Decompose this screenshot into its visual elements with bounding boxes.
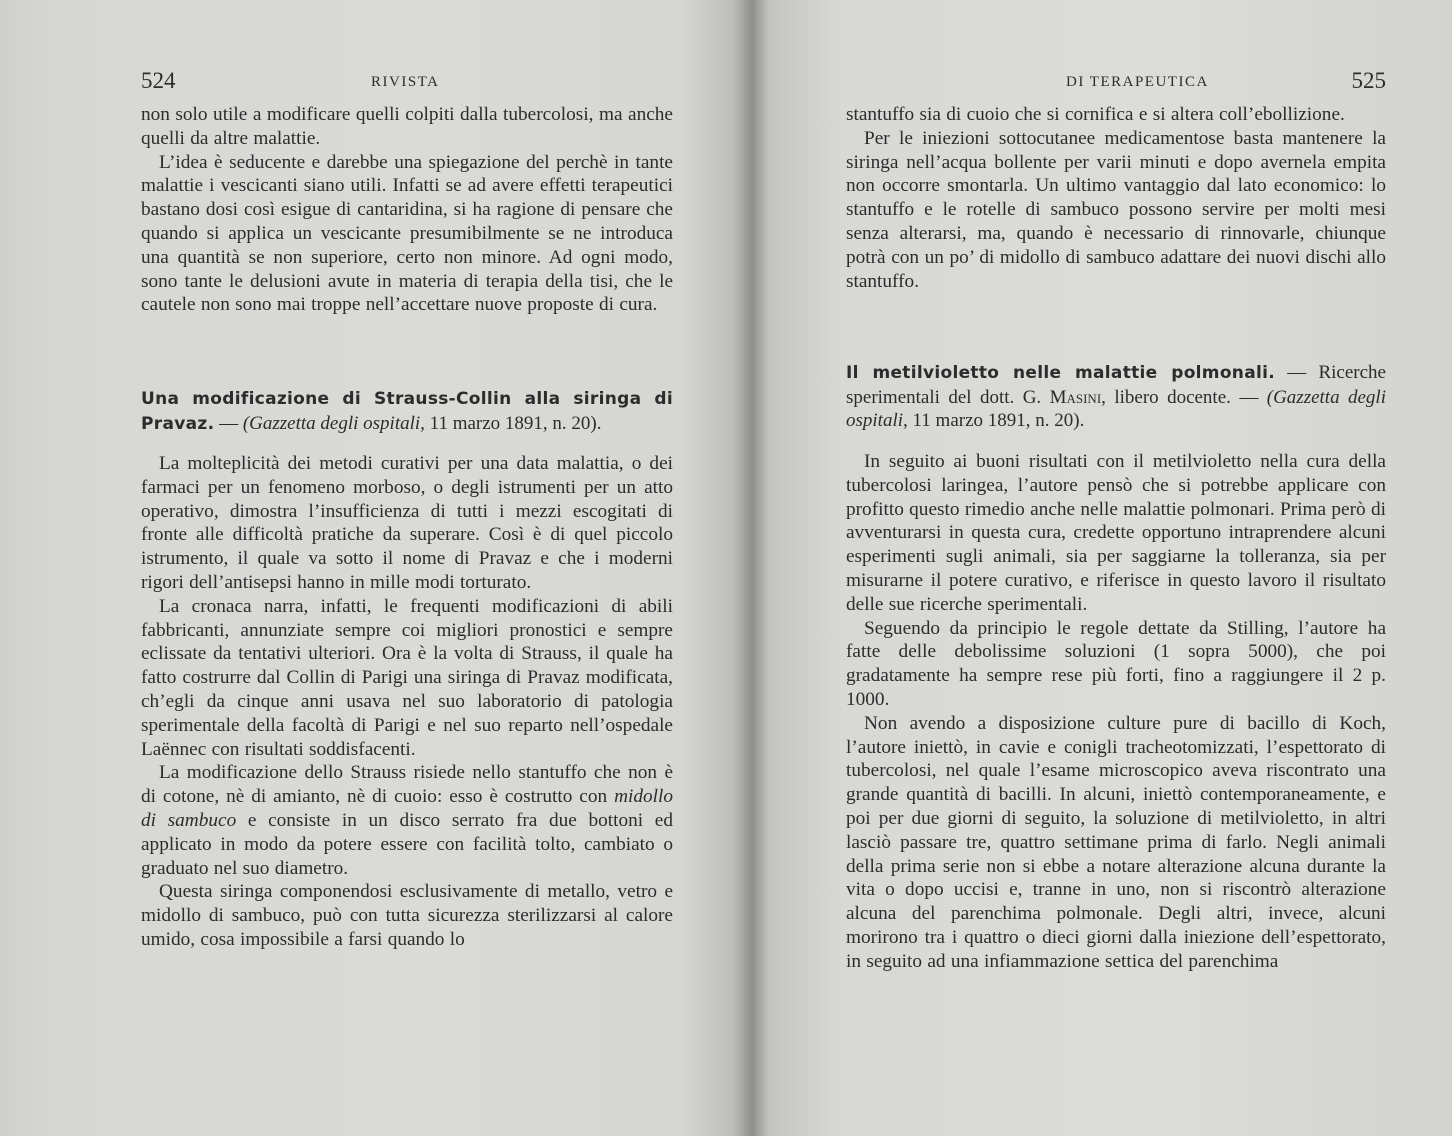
article-source: (Gazzetta degli ospitali, bbox=[846, 386, 1386, 431]
paragraph: Per le iniezioni sottocutanee medicamentose basta mantenere la siringa nell’acqua bollente per varii minuti e dopo avernela empita non occorre smontarla. Un ultimo vantaggio dal lato economico: lo stantuffo e le rotelle di sambuco possono servire per molti mesi senza alterarsi, ma, quando è necessario di rinnovarle, chiunque potrà con un po’ di midollo di sambuco adattare dei nuovi dischi allo stantuffo. bbox=[846, 127, 1386, 292]
article-heading bbox=[141, 387, 673, 436]
article-subtitle: — Ricerche sperimentali del dott. G. bbox=[846, 362, 1386, 408]
running-head-title: DI TERAPEUTICA bbox=[1066, 74, 1209, 90]
article-title: Il metilvioletto nelle malattie polmonali. bbox=[846, 363, 1275, 383]
continued-paragraph: stantuffo sia di cuoio che si cornifica e si altera coll’ebollizione. bbox=[846, 104, 1345, 125]
article-title: Una modificazione di Strauss-Collin alla siringa di Pravaz. bbox=[141, 389, 673, 434]
paragraph: La cronaca narra, infatti, le frequenti modificazioni di abili fabbricanti, annunziate sempre coi migliori pronostici e sempre eclissate da tentativi ulteriori. Ora è la volta di Strauss, il quale ha fatto costrurre dal Collin di Parigi una siringa di Pravaz modificata, ch’egli da cinque anni usava nel suo laboratorio di patologia sperimentale della facoltà di Parigi e nel suo reparto nell’ospedale Laënnec con risultati soddisfacenti. bbox=[141, 595, 673, 760]
left-text-body bbox=[141, 452, 673, 952]
right-page bbox=[740, 0, 1452, 1136]
article-subtitle: , libero docente. — bbox=[1101, 386, 1267, 408]
paragraph: In seguito ai buoni risultati con il metilvioletto nella cura della tubercolosi laringea, l’autore pensò che si potrebbe applicare con profitto questo rimedio anche nelle malattie polmonari. Prima però di avventurarsi in questa cura, credette opportuno intraprendere alcuni esperimenti sugli animali, sia per saggiarne la tolleranza, sia per misurarne il potere curativo, e riferisce in questo lavoro il risultato delle sue ricerche sperimentali. bbox=[846, 451, 1386, 615]
article-dash: — bbox=[214, 412, 243, 434]
right-text-top bbox=[846, 103, 1386, 293]
italic-term: midollo di sambuco bbox=[141, 786, 673, 831]
page-number: 525 bbox=[1351, 68, 1386, 93]
right-text-body bbox=[846, 450, 1386, 974]
left-text-top bbox=[141, 103, 673, 317]
text-run: La modificazione dello Strauss risiede nello stantuffo che non è di cotone, nè di amianto, nè di cuoio: esso è costrutto con bbox=[141, 762, 673, 808]
article-author: Masini bbox=[1049, 386, 1102, 408]
paragraph: Seguendo da principio le regole dettate da Stilling, l’autore ha fatte delle debolissime soluzioni (1 sopra 5000), che poi gradatamente ha sempre rese più forti, fino a raggiungere il 2 p. 1000. bbox=[846, 617, 1386, 710]
article-source-date: 11 marzo 1891, n. 20). bbox=[907, 410, 1085, 431]
paragraph: Questa siringa componendosi esclusivamente di metallo, vetro e midollo di sambuco, può con tutta sicurezza sterilizzarsi al calore umido, cosa impossibile a farsi quando lo bbox=[141, 881, 673, 950]
continued-paragraph: non solo utile a modificare quelli colpiti dalla tubercolosi, ma anche quelli da altre malattie. bbox=[141, 104, 673, 149]
paragraph: L’idea è seducente e darebbe una spiegazione del perchè in tante malattie i vescicanti siano utili. Infatti se ad avere effetti terapeutici bastano dosi così esigue di cantaridina, si ha ragione di pensare che quando si applica un vescicante presumibilmente se ne introduca una quantità se non superiore, certo non minore. Ad ogni modo, sono tante le delusioni avute in materia di terapia della tisi, che le cautele non sono mai troppe nell’accettare nuove proposte di cura. bbox=[141, 151, 673, 316]
paragraph bbox=[141, 761, 673, 880]
article-heading bbox=[846, 361, 1386, 433]
article-source-date: 11 marzo 1891, n. 20). bbox=[424, 412, 602, 434]
page-number: 524 bbox=[141, 68, 176, 93]
left-running-head bbox=[141, 68, 673, 94]
running-head-title: RIVISTA bbox=[371, 74, 440, 90]
paragraph: La molteplicità dei metodi curativi per una data malattia, o dei farmaci per un fenomeno morboso, o degli istrumenti per un atto operativo, dimostra l’insufficienza di tutti i mezzi escogitati di fronte alle difficoltà pratiche da superare. Così è di quel piccolo istrumento, il quale va sotto il nome di Pravaz e che i moderni rigori dell’antisepsi hanno in mille modi torturato. bbox=[141, 453, 673, 593]
article-source: (Gazzetta degli ospitali, bbox=[242, 412, 425, 434]
paragraph: Non avendo a disposizione culture pure di bacillo di Koch, l’autore iniettò, in cavie e conigli tracheotomizzati, l’espettorato di tubercolosi, nel quale l’esame microscopico aveva riscontrato una grande quantità di bacilli. In alcuni, iniettò contemporaneamente, e poi per due giorni di seguito, la soluzione di metilvioletto, in altri lasciò passare tre, quattro settimane prima di farlo. Negli animali della prima serie non si ebbe a notare alterazione alcuna durante la vita o dopo uccisi e, tranne in uno, non si riscontrò alterazione alcuna del parenchima polmonale. Degli altri, invece, alcuni morirono tra i quattro o dieci giorni dalla iniezione dell’espettorato, in seguito ad una infiammazione settica del parenchima bbox=[846, 712, 1386, 972]
text-run: e consiste in un disco serrato fra due bottoni ed applicato in modo da potere essere con facilità tolto, cambiato o graduato nel suo diametro. bbox=[141, 809, 674, 879]
